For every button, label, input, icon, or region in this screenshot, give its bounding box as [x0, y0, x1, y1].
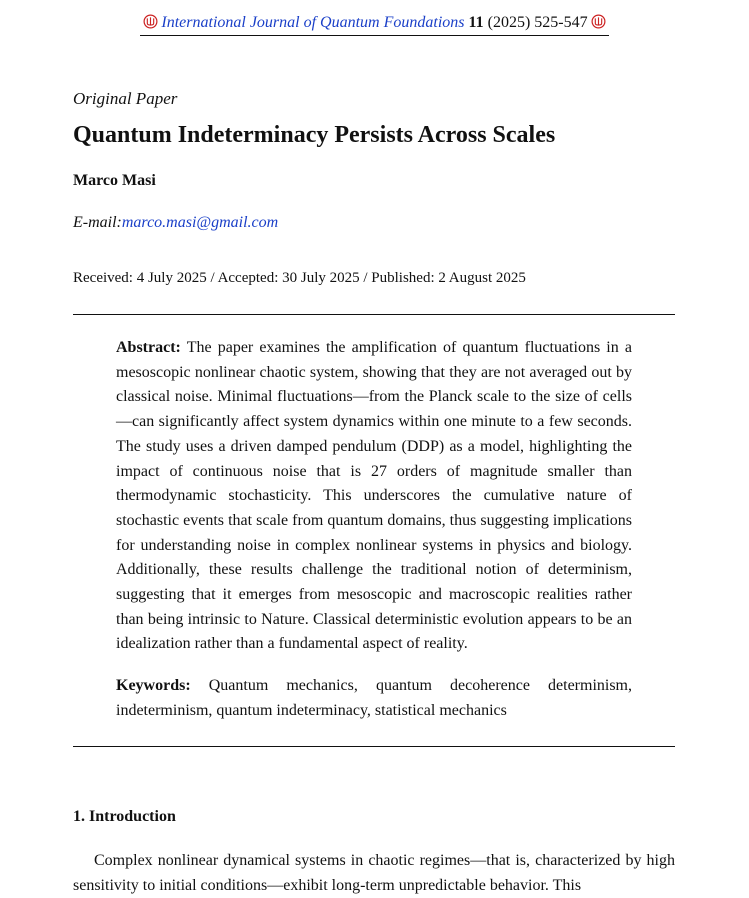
- keywords: [116, 674, 632, 723]
- paper-type: Original Paper: [73, 89, 178, 108]
- journal-logo-icon: [143, 14, 158, 29]
- journal-name-link[interactable]: International Journal of Quantum Foundations: [161, 14, 465, 31]
- top-divider: [73, 314, 675, 315]
- keywords-text: Quantum mechanics, quantum decoherence determinism, indeterminism, quantum indeterminacy, statistical mechanics: [116, 677, 633, 719]
- journal-volume: 11: [468, 14, 484, 31]
- journal-logo-icon: [591, 14, 606, 29]
- abstract: [116, 336, 632, 657]
- author-name: Marco Masi: [73, 172, 156, 189]
- journal-citation-line: [140, 12, 608, 36]
- journal-header: [0, 12, 749, 36]
- publication-dates: Received: 4 July 2025 / Accepted: 30 July 2025 / Published: 2 August 2025: [73, 270, 526, 286]
- abstract-text: The paper examines the amplification of quantum fluctuations in a mesoscopic nonlinear chaotic system, showing that they are not averaged out by classical noise. Minimal fluctuations—from the Planck scale to the size of cells—can significantly affect system dynamics within one minute to a few seconds. The study uses a driven damped pendulum (DDP) as a model, highlighting the impact of continuous noise that is 27 orders of magnitude smaller than thermodynamic stochasticity. This underscores the cumulative nature of stochastic events that scale from quantum domains, thus suggesting implications for understanding noise in complex nonlinear systems in physics and biology. Additionally, these results challenge the traditional notion of determinism, suggesting that it emerges from mesoscopic and macroscopic realities rather than being intrinsic to Nature. Classical deterministic evolution appears to be an idealization rather than a fundamental aspect of reality.: [116, 339, 632, 653]
- abstract-label: Abstract:: [116, 339, 181, 356]
- bottom-divider: [73, 746, 675, 747]
- email-link[interactable]: marco.masi@gmail.com: [121, 214, 279, 231]
- section-heading-introduction: 1. Introduction: [73, 808, 176, 825]
- introduction-text: Complex nonlinear dynamical systems in chaotic regimes—that is, characterized by high sensitivity to initial conditions—exhibit long-term unpredictable behavior. This: [73, 852, 675, 894]
- email-label: E-mail:: [73, 214, 122, 231]
- keywords-label: Keywords:: [116, 677, 191, 694]
- paper-title: Quantum Indeterminacy Persists Across Scales: [73, 122, 556, 148]
- author-email: [73, 212, 278, 234]
- journal-year-pages: (2025) 525-547: [487, 14, 588, 31]
